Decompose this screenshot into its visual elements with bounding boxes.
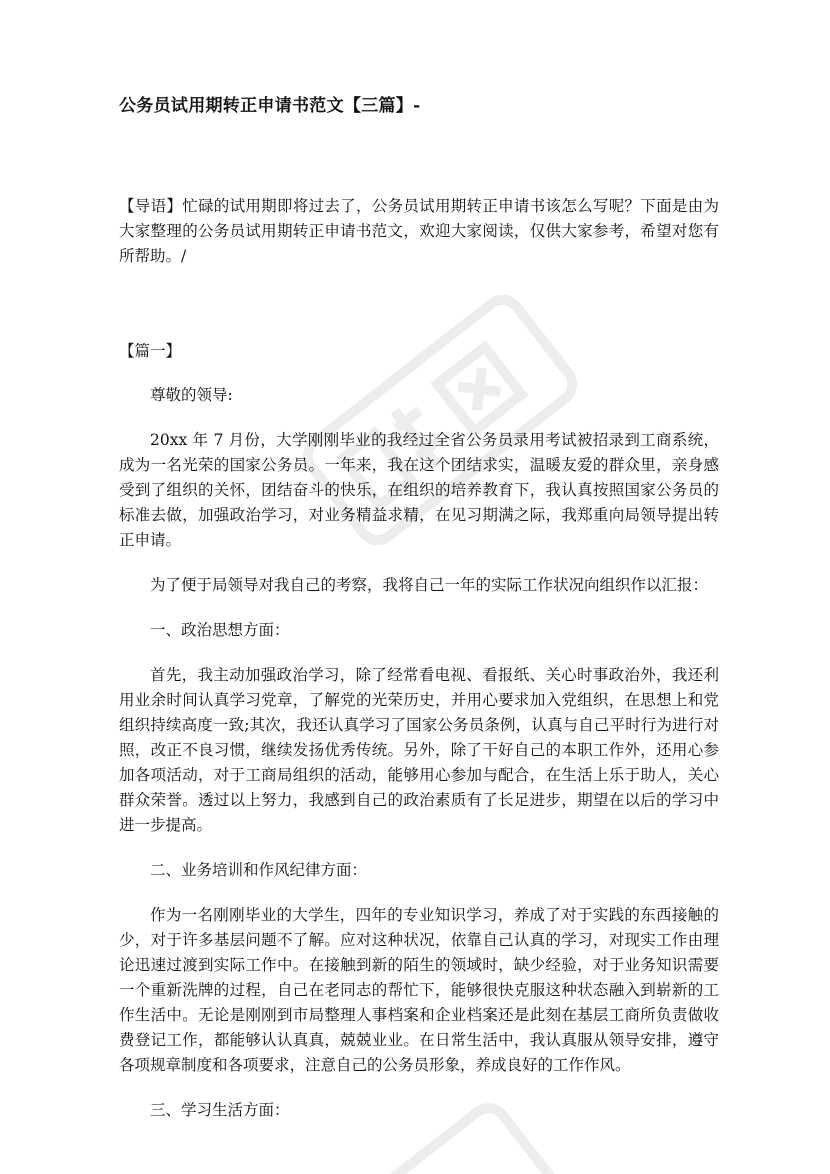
body-paragraph-3: 首先，我主动加强政治学习，除了经常看电视、看报纸、关心时事政治外，我还利用业余时间认真学习党章，了解党的光荣历史，并用心要求加入党组织，在思想上和党组织持续高度一致;其次，我还认真学习了国家公务员条例，认真与自己平时行为进行对照，改正不良习惯，继续发扬优秀传统。另外，除了干好自己的本职工作外，还用心参加各项活动，对于工商局组织的活动，能够用心参加与配合，在生活上乐于助人，关心群众荣誉。透过以上努力，我感到自己的政治素质有了长足进步，期望在以后的学习中进一步提高。: [119, 666, 719, 834]
section-heading: 【篇一】: [119, 342, 182, 360]
body-paragraph-4: 作为一名刚刚毕业的大学生，四年的专业知识学习，养成了对于实践的东西接触的少，对于许多基层问题不了解。应对这种状况，依靠自己认真的学习，对现实工作由理论迅速过渡到实际工作中。在接触到新的陌生的领域时，缺少经验，对于业务知识需要一个重新洗牌的过程，自己在老同志的帮忙下，能够很快克服这种状态融入到崭新的工作生活中。无论是刚刚到市局整理人事档案和企业档案还是此刻在基层工商所负责做收费登记工作，都能够认认真真，兢兢业业。在日常生活中，我认真服从领导安排，遵守各项规章制度和各项要求，注意自己的公务员形象，养成良好的工作作风。: [119, 906, 719, 1074]
subheading-politics: 一、政治思想方面：: [150, 621, 290, 639]
body-paragraph-2: 为了便于局领导对我自己的考察，我将自己一年的实际工作状况向组织作以汇报：: [150, 576, 709, 594]
document-title: 公务员试用期转正申请书范文【三篇】-: [119, 96, 421, 116]
document-body: [119, 92, 719, 1123]
salutation: 尊敬的领导:: [150, 386, 233, 404]
subheading-training: 二、业务培训和作风纪律方面：: [150, 861, 368, 879]
subheading-study: 三、学习生活方面：: [150, 1101, 290, 1119]
intro-paragraph: 【导语】忙碌的试用期即将过去了，公务员试用期转正申请书该怎么写呢？下面是由为大家整理的公务员试用期转正申请书范文，欢迎大家阅读，仅供大家参考，希望对您有所帮助。/: [119, 197, 719, 265]
body-paragraph-1: 20xx 年 7 月份，大学刚刚毕业的我经过全省公务员录用考试被招录到工商系统，成为一名光荣的国家公务员。一年来，我在这个团结求实，温暖友爱的群众里，亲身感受到了组织的关怀，团结奋斗的快乐，在组织的培养教育下，我认真按照国家公务员的标准去做，加强政治学习，对业务精益求精，在见习期满之际，我郑重向局领导提出转正申请。: [119, 431, 719, 549]
